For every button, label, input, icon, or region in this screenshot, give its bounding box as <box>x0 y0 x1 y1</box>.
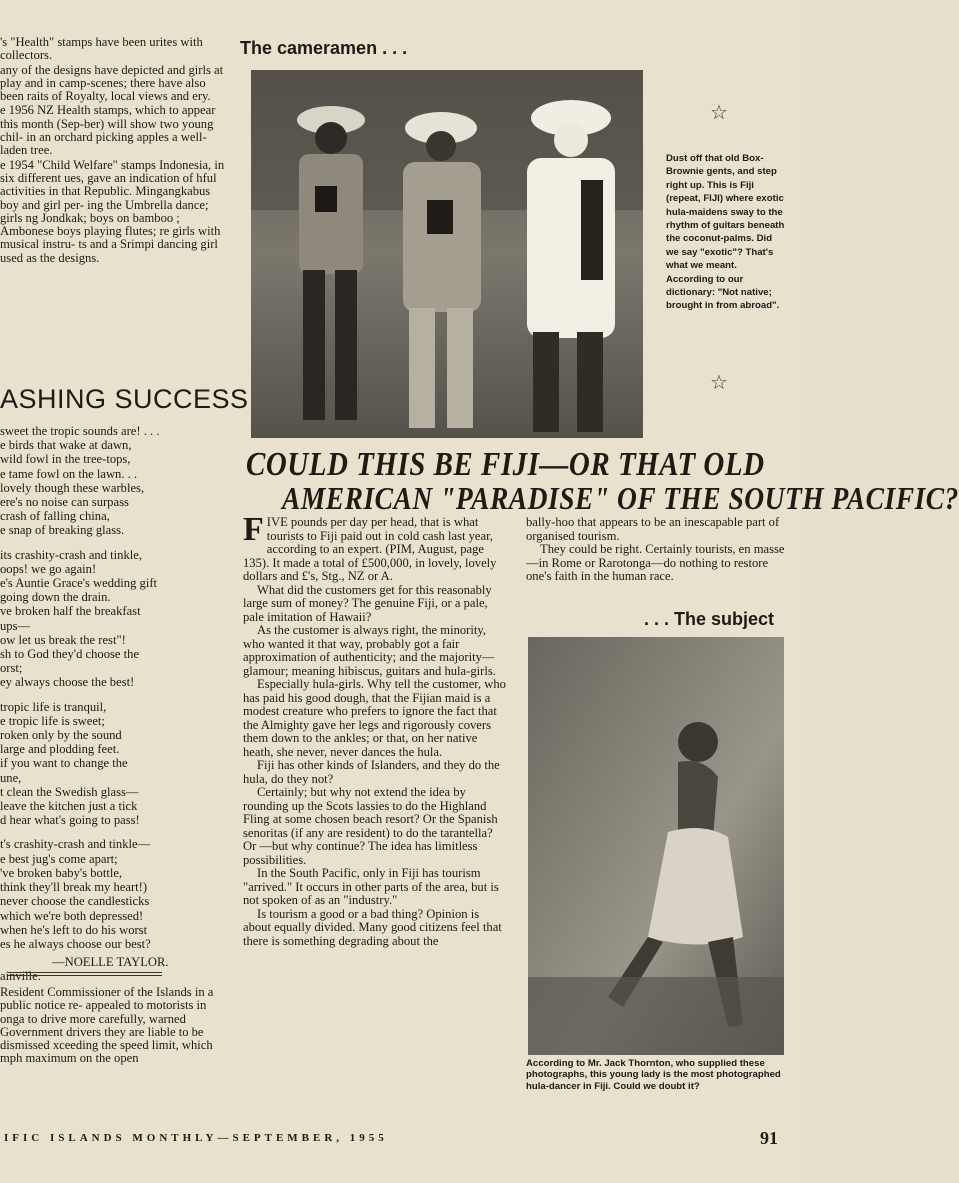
speed-notice-text: Resident Commissioner of the Islands in a public notice re- appealed to motorists in onga to drive more carefully, warned Government drivers they are liable to be dismissed xceeding the speed limit, which mph maximum on the open <box>0 985 214 1066</box>
cameramen-photo <box>251 70 643 438</box>
poem-title: ASHING SUCCESS <box>0 384 249 414</box>
article-paragraph: What did the customers get for this reasonably large sum of money? The genuine Fiji, or a pale, pale imitation of Hawaii? <box>243 582 492 624</box>
article-paragraph: Is tourism a good or a bad thing? Opinion is about equally divided. Many good citizens feel that there is something degrading about the <box>243 906 502 948</box>
article-paragraph: bally-hoo that appears to be an inescapable part of organised tourism. <box>526 515 780 543</box>
poem-line: going down the drain. <box>0 590 111 605</box>
poem-line: ups— <box>0 618 31 633</box>
poem-line: sweet the tropic sounds are! . . . <box>0 424 160 438</box>
poem <box>0 424 230 984</box>
subject-caption: According to Mr. Jack Thornton, who supplied these photographs, this young lady is the most photographed hula-dancer in Fiji. Could we doubt it? <box>526 1058 781 1092</box>
left-paragraph-4: e 1954 "Child Welfare" stamps Indonesia, in six different ues, gave an indication of hful activities in that Republic. Mingangkabus boy and girl per- ing the Umbrella dance; girls ng Jondkak; boys on bamboo ; Ambonese boys playing flutes; re girls with musical instru- ts and a Srimpi dancing girl used as the designs. <box>0 157 225 265</box>
poem-line: e tame fowl on the lawn. . . <box>0 466 138 481</box>
poem-line: never choose the candlesticks <box>0 894 150 909</box>
poem-line: lovely though these warbles, <box>0 480 145 495</box>
poem-line: e birds that wake at dawn, <box>0 438 132 453</box>
article-paragraph: Especially hula-girls. Why tell the customer, who has paid his good dough, that the Fijian maid is a modest creature who prefers to ignore the fact that the Almighty gave her legs and rigorously covers them down to the ankles; or that, on her native heath, she never, never dances the hula. <box>243 677 506 759</box>
cameramen-photo-image <box>251 70 643 438</box>
poem-signature: —NOELLE TAYLOR. <box>52 955 169 970</box>
article-paragraph: Fiji has other kinds of Islanders, and they do the hula, do they not? <box>243 758 500 786</box>
article-column-2 <box>526 516 786 584</box>
footer-running-title: IFIC ISLANDS MONTHLY—SEPTEMBER, 1955 <box>4 1132 388 1144</box>
star-ornament-icon: ☆ <box>710 102 728 124</box>
poem-line: tropic life is tranquil, <box>0 699 107 714</box>
poem-line: crash of falling china, <box>0 509 110 524</box>
poem-line: think they'll break my heart!) <box>0 880 148 895</box>
poem-line: e snap of breaking glass. <box>0 523 125 538</box>
poem-stanza-3 <box>0 700 230 828</box>
article-paragraph: As the customer is always right, the minority, who wanted it that way, probably got a fair approximation of authenticity; and the majority—glamour; meaning hibiscus, guitars and hula-girls. <box>243 623 496 678</box>
poem-line: e best jug's come apart; <box>0 851 118 866</box>
poem-line: ere's no noise can surpass <box>0 495 129 510</box>
poem-place: ainville. <box>0 969 41 984</box>
article-column-1 <box>243 511 508 948</box>
cameramen-caption: Dust off that old Box-Brownie gents, and step right up. This is Fiji (repeat, FIJI) where exotic hula-maidens sway to the rhythm of guitars beneath the coconut-palms. Did we say "exotic"? That's what we meant. According to our dictionary: "Not native; brought in from abroad". <box>666 153 785 312</box>
poem-line: es he always choose our best? <box>0 936 151 951</box>
cameramen-heading: The cameramen . . . <box>240 38 408 58</box>
subject-photo-image <box>528 637 784 1055</box>
poem-line: if you want to change the <box>0 756 128 771</box>
poem-line: t clean the Swedish glass— <box>0 784 139 799</box>
poem-line: leave the kitchen just a tick <box>0 799 138 814</box>
article-paragraph: They could be right. Certainly tourists, en masse—in Rome or Rarotonga—do nothing to restore one's faith in the human race. <box>526 542 785 583</box>
poem-line: d hear what's going to pass! <box>0 813 140 828</box>
article-paragraph: FIVE pounds per day per head, that is what tourists to Fiji paid out in cold cash last year, according to an expert. (PIM, August, page 135). It made a total of £500,000, in lovely, lovely dollars and £'s, Stg., NZ or A. <box>243 511 497 583</box>
poem-line: oops! we go again! <box>0 561 97 576</box>
poem-line: ey always choose the best! <box>0 675 135 690</box>
poem-line: its crashity-crash and tinkle, <box>0 547 142 562</box>
poem-line: sh to God they'd choose the <box>0 647 140 662</box>
subject-heading: . . . The subject <box>644 609 775 629</box>
poem-line: ve broken half the breakfast <box>0 604 141 619</box>
star-ornament-icon: ☆ <box>710 372 728 394</box>
left-column-speed-notice <box>0 986 228 1066</box>
poem-line: une, <box>0 770 22 785</box>
left-paragraph-3: e 1956 NZ Health stamps, which to appear this month (Sep-ber) will show two young chil- in an orchard picking apples a well-laden tree. <box>0 103 216 158</box>
column-divider-rule <box>8 972 162 976</box>
poem-line: t's crashity-crash and tinkle— <box>0 837 151 852</box>
poem-line: when he's left to do his worst <box>0 922 148 937</box>
poem-stanza-2 <box>0 548 230 690</box>
poem-line: 've broken baby's bottle, <box>0 865 123 880</box>
article-paragraph: In the South Pacific, only in Fiji has tourism "arrived." It occurs in other parts of the area, but is not spoken of as an "industry." <box>243 866 499 907</box>
page-number: 91 <box>760 1128 778 1148</box>
poem-line: which we're both depressed! <box>0 908 144 923</box>
poem-line: wild fowl in the tree-tops, <box>0 452 131 467</box>
article-title-line-2: AMERICAN "PARADISE" OF THE SOUTH PACIFIC? <box>282 480 959 516</box>
poem-stanza-1 <box>0 424 230 538</box>
article-paragraph: Certainly; but why not extend the idea by rounding up the Scots lassies to do the Highland Fling at some chosen beach resort? Or the Spanish senoritas (if any are resident) to do the tarantella? Or —but why continue? The idea has limitless possibilities. <box>243 785 498 867</box>
poem-stanza-4 <box>0 837 230 951</box>
poem-line: roken only by the sound <box>0 728 122 743</box>
poem-line: e tropic life is sweet; <box>0 713 105 728</box>
poem-line: e's Auntie Grace's wedding gift <box>0 576 158 591</box>
poem-line: orst; <box>0 661 23 676</box>
poem-line: large and plodding feet. <box>0 742 120 757</box>
poem-line: ow let us break the rest"! <box>0 632 126 647</box>
left-column-stamps-article <box>0 36 228 266</box>
subject-photo <box>528 637 784 1055</box>
left-paragraph-1: 's "Health" stamps have been urites with collectors. <box>0 35 203 63</box>
page-footer <box>0 1128 801 1148</box>
left-paragraph-2: any of the designs have depicted and girls at play and in camp-scenes; there have also been raits of Royalty, local views and ery. <box>0 62 224 104</box>
article-title-line-1: COULD THIS BE FIJI—OR THAT OLD <box>246 446 765 483</box>
drop-cap: F <box>243 511 264 548</box>
